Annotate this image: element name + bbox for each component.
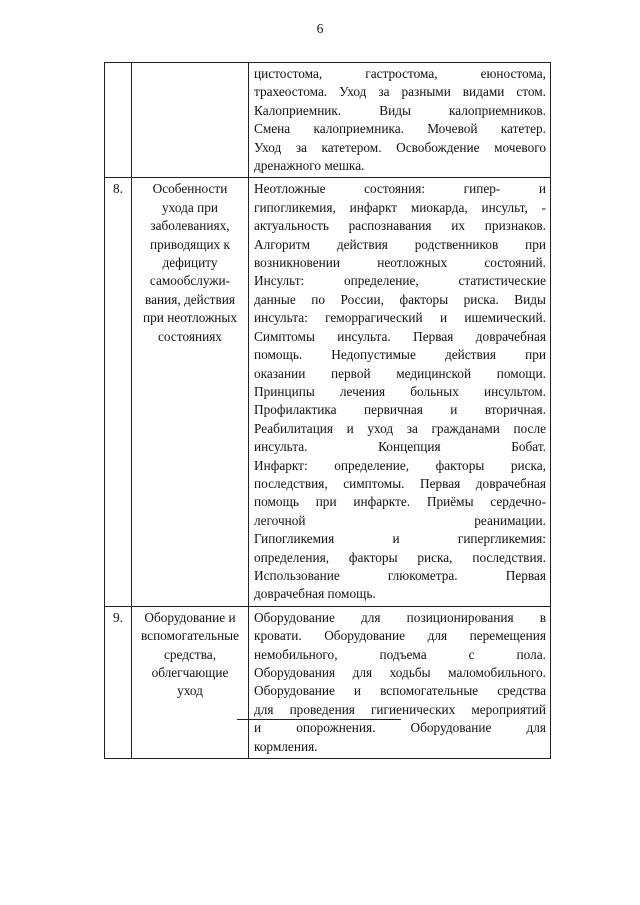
content-line: кровати. Оборудование для перемещения xyxy=(254,628,546,644)
row-number: 9. xyxy=(105,606,132,758)
content-line: трахеостома. Уход за разными видами стом. xyxy=(254,84,546,100)
content-line: оказании первой медицинской помощи. xyxy=(254,365,546,381)
section-name-line: вспомогательные xyxy=(140,628,240,644)
content-line: Оборудование и вспомогательные средства xyxy=(254,683,546,699)
content-line: инсульта. Концепция Бобат. xyxy=(254,439,546,455)
content-line: возникновении неотложных состояний. xyxy=(254,255,546,271)
content-line: Гипогликемия и гипергликемия: xyxy=(254,531,546,547)
content-line: определения, факторы риска, последствия. xyxy=(254,549,546,565)
content-line: Инфаркт: определение, факторы риска, xyxy=(254,457,546,473)
content-line: легочной реанимации. xyxy=(254,512,546,528)
content-line: Неотложные состояния: гипер- и xyxy=(254,181,546,197)
content-line: помощь. Недопустимые действия при xyxy=(254,347,546,363)
content-line: кормления. xyxy=(254,738,318,754)
table-row xyxy=(105,606,551,758)
content-line: доврачебная помощь. xyxy=(254,586,376,602)
content-line: Инсульт: определение, статистические xyxy=(254,273,546,289)
content-line: немобильного, подъема с пола. xyxy=(254,646,546,662)
content-line: Смена калоприемника. Мочевой катетер. xyxy=(254,121,546,137)
table-row xyxy=(105,63,551,178)
page-number: 6 xyxy=(316,21,324,36)
curriculum-table xyxy=(104,62,551,759)
section-name-line: уход xyxy=(177,683,203,699)
content-line: и опорожнения. Оборудование для xyxy=(254,720,546,736)
section-name-line: Оборудование и xyxy=(144,609,236,625)
section-content xyxy=(249,63,551,178)
footer-rule xyxy=(237,719,401,720)
content-line: инсульта: геморрагический и ишемический. xyxy=(254,310,546,326)
content-line: Принципы лечения больных инсультом. xyxy=(254,383,546,399)
content-line: Алгоритм действия родственников при xyxy=(254,236,546,252)
section-name-line: Особенности xyxy=(152,181,228,197)
content-line: Профилактика первичная и вторичная. xyxy=(254,402,546,418)
section-name xyxy=(132,63,249,178)
row-number: 8. xyxy=(105,178,132,606)
section-name-line: приводящих к xyxy=(149,236,230,252)
content-line: Уход за катетером. Освобождение мочевого xyxy=(254,139,546,155)
content-line: дренажного мешка. xyxy=(254,158,365,174)
section-name-line: заболеваниях, xyxy=(150,218,230,234)
section-name-line: вания, действия xyxy=(144,291,235,307)
section-content xyxy=(249,606,551,758)
section-name-line: самообслужи- xyxy=(149,273,231,289)
section-name-line: дефициту xyxy=(162,255,218,271)
section-name-line: ухода при xyxy=(162,199,218,215)
row-number xyxy=(105,63,132,178)
content-line: гипогликемия, инфаркт миокарда, инсульт, - xyxy=(254,199,546,215)
section-name xyxy=(132,178,249,606)
section-name-line: средства, xyxy=(163,646,217,662)
content-line: Симптомы инсульта. Первая доврачебная xyxy=(254,328,546,344)
content-line: Реабилитация и уход за гражданами после xyxy=(254,420,546,436)
content-line: последствия, симптомы. Первая доврачебная xyxy=(254,475,546,491)
content-line: для проведения гигиенических мероприятий xyxy=(254,701,546,717)
content-line: актуальность распознавания их признаков. xyxy=(254,218,546,234)
content-line: помощь при инфаркте. Приёмы сердечно- xyxy=(254,494,546,510)
section-name-line: при неотложных xyxy=(142,310,237,326)
content-line: данные по России, факторы риска. Виды xyxy=(254,291,546,307)
section-content xyxy=(249,178,551,606)
content-line: Калоприемник. Виды калоприемников. xyxy=(254,102,546,118)
table-row xyxy=(105,178,551,606)
content-line: Использование глюкометра. Первая xyxy=(254,567,546,583)
section-name-line: облегчающие xyxy=(151,665,229,680)
section-name-line: состояниях xyxy=(158,328,222,344)
content-line: цистостома, гастростома, еюностома, xyxy=(254,66,546,81)
content-line: Оборудования для ходьбы маломобильного. xyxy=(254,665,546,680)
content-line: Оборудование для позиционирования в xyxy=(254,609,546,625)
section-name xyxy=(132,606,249,758)
